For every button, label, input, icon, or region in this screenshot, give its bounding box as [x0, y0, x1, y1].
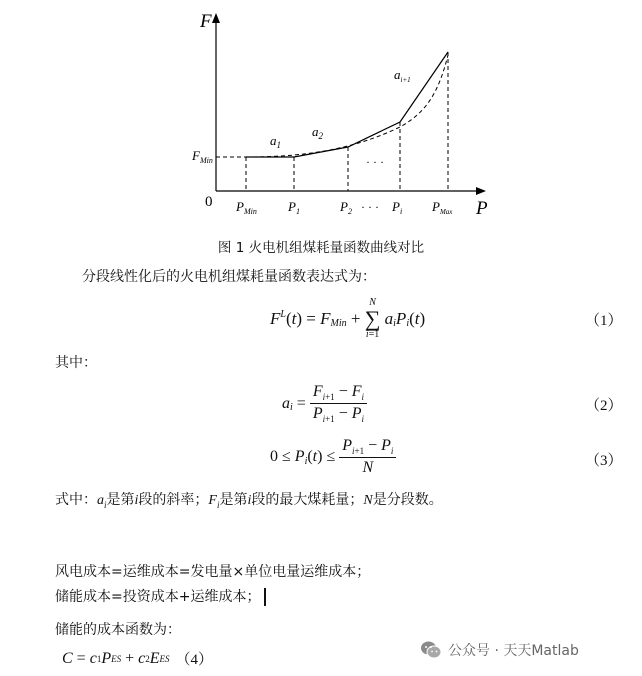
where-label: 其中： [55, 355, 97, 371]
coal-consumption-figure [180, 5, 500, 230]
storage-cost-line: 储能成本=投资成本+运维成本； [55, 588, 266, 606]
x-axis-arrow [476, 187, 486, 195]
figure-svg [180, 5, 500, 230]
equation-1: F $^L$ ( t ) = F $_{Min}$ + N ∑ i=1 a $_i$ P $_i$ ( t ) [270, 297, 426, 340]
slope-a2-label: $a_2$ [312, 124, 323, 141]
tick-p2: $P_2$ [340, 199, 352, 216]
text-cursor [264, 588, 266, 606]
figure-caption: 图 1 火电机组煤耗量函数曲线对比 [217, 240, 425, 256]
watermark [420, 640, 579, 660]
watermark-text: 公众号 · 天天Matlab [448, 643, 579, 659]
y-axis-arrow [212, 13, 220, 23]
middle-dots: · · · [366, 155, 384, 169]
wechat-icon [420, 640, 442, 660]
origin-label: 0 [205, 194, 213, 210]
tick-p1: $P_1$ [288, 199, 300, 216]
equation-2: a $_i$ = $\frac{F_{i+1} - F_i}{P_{i+1} - P_i}$ [282, 383, 367, 424]
storage-function-label: 储能的成本函数为： [55, 622, 181, 638]
wind-cost-line: 风电成本=运维成本=发电量×单位电量运维成本； [55, 564, 371, 580]
fmin-label: $F_{Min}$ [192, 148, 213, 165]
axis-y-label: F [200, 11, 212, 32]
equation-2-number: （2） [585, 398, 623, 414]
axis-x-label: P [476, 198, 488, 219]
equation-3: 0 ≤ P $_i$ ( t ) ≤ $\frac{P_{i+1} - P_i}{N}$ [270, 437, 396, 477]
intro-paragraph: 分段线性化后的火电机组煤耗量函数表达式为： [82, 269, 376, 285]
tick-pi: $P_i$ [392, 199, 403, 216]
tick-pmax: $P_{Max}$ [432, 199, 453, 216]
slope-a1-label: $a_1$ [270, 133, 281, 150]
equation-4: C = c 1 P ES + c 2 E ES （4） [62, 649, 214, 668]
equation-1-number: （1） [585, 313, 623, 329]
definition-line: 式中：$a_i$是第i段的斜率；$F_i$是第i段的最大煤耗量；N是分段数。 [55, 492, 443, 510]
equation-4-number: （4） [175, 652, 214, 668]
equation-3-number: （3） [585, 453, 623, 469]
axis-dots: · · · [361, 200, 379, 214]
slope-ai1-label: $a_{i+1}$ [394, 67, 411, 84]
tick-pmin: $P_{Min}$ [236, 199, 257, 216]
